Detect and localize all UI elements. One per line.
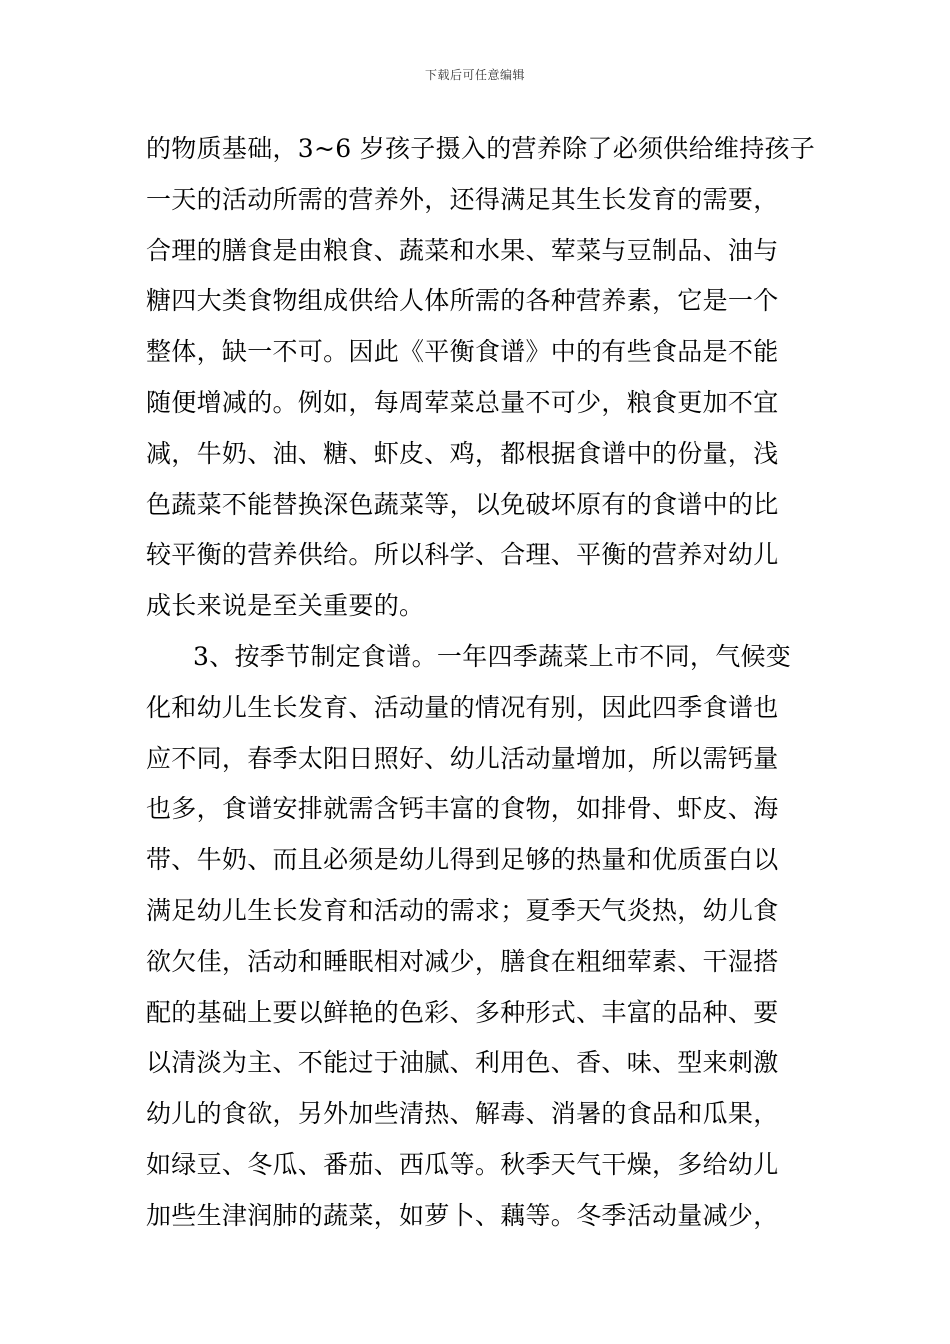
text-line: 化和幼儿生长发育、活动量的情况有别，因此四季食谱也 bbox=[146, 692, 779, 722]
text-line: 的物质基础，3~6 岁孩子摄入的营养除了必须供给维持孩子 bbox=[146, 134, 816, 163]
text-line: 减，牛奶、油、糖、虾皮、鸡，都根据食谱中的份量，浅 bbox=[146, 438, 779, 468]
text-line: 应不同，春季太阳日照好、幼儿活动量增加，所以需钙量 bbox=[146, 743, 779, 773]
text-line: 成长来说是至关重要的。 bbox=[146, 591, 425, 621]
text-line: 满足幼儿生长发育和活动的需求；夏季天气炎热，幼儿食 bbox=[146, 895, 779, 925]
text-line: 色蔬菜不能替换深色蔬菜等，以免破坏原有的食谱中的比 bbox=[146, 489, 779, 519]
text-line: 一天的活动所需的营养外，还得满足其生长发育的需要， bbox=[146, 184, 779, 214]
text-line: 合理的膳食是由粮食、蔬菜和水果、荤菜与豆制品、油与 bbox=[146, 235, 779, 265]
text-line: 加些生津润肺的蔬菜，如萝卜、藕等。冬季活动量减少， bbox=[146, 1200, 779, 1230]
text-line: 以清淡为主、不能过于油腻、利用色、香、味、型来刺激 bbox=[146, 1048, 779, 1078]
text-line: 也多，食谱安排就需含钙丰富的食物，如排骨、虾皮、海 bbox=[146, 794, 779, 824]
text-line: 糖四大类食物组成供给人体所需的各种营养素，它是一个 bbox=[146, 286, 779, 316]
text-line: 带、牛奶、而且必须是幼儿得到足够的热量和优质蛋白以 bbox=[146, 845, 779, 875]
body-text bbox=[146, 124, 816, 1242]
text-line: 随便增减的。例如，每周荤菜总量不可少，粮食更加不宜 bbox=[146, 387, 779, 417]
paragraph-start-line: 3、按季节制定食谱。一年四季蔬菜上市不同，气候变 bbox=[193, 641, 792, 671]
text-line: 整体，缺一不可。因此《平衡食谱》中的有些食品是不能 bbox=[146, 337, 779, 367]
text-line: 幼儿的食欲，另外加些清热、解毒、消暑的食品和瓜果， bbox=[146, 1099, 779, 1129]
text-line: 欲欠佳，活动和睡眠相对减少，膳食在粗细荤素、干湿搭 bbox=[146, 946, 779, 976]
text-line: 如绿豆、冬瓜、番茄、西瓜等。秋季天气干燥，多给幼儿 bbox=[146, 1149, 779, 1179]
text-line: 配的基础上要以鲜艳的色彩、多种形式、丰富的品种、要 bbox=[146, 997, 779, 1027]
header-note: 下载后可任意编辑 bbox=[424, 68, 525, 82]
text-line: 较平衡的营养供给。所以科学、合理、平衡的营养对幼儿 bbox=[146, 540, 779, 570]
